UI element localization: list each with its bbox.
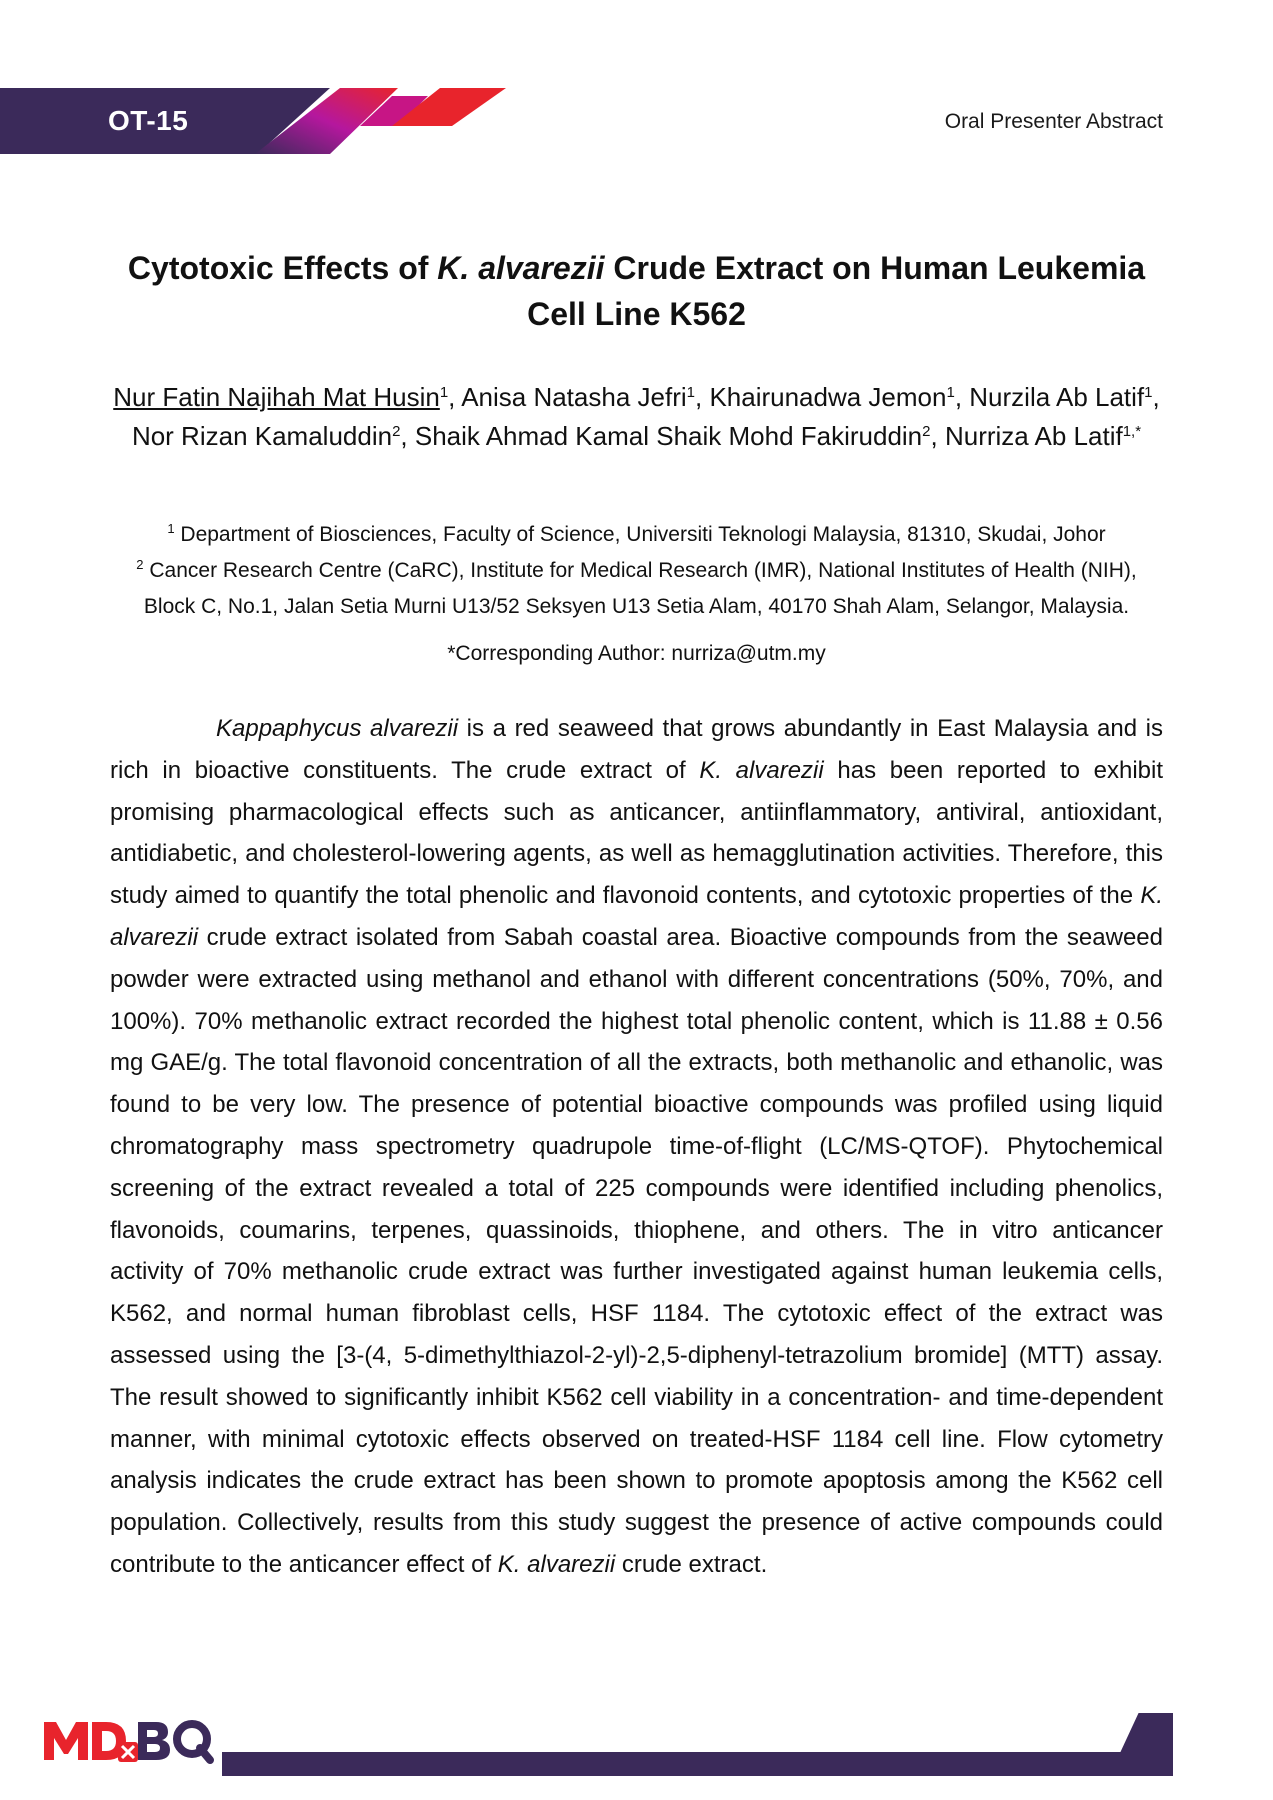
abstract-code: OT-15: [108, 105, 189, 136]
author-name: Anisa Natasha Jefri: [461, 382, 687, 412]
author-sup: 2: [392, 423, 401, 440]
species-name: K. alvarezii: [497, 1550, 616, 1578]
species-name: K. alvarezii: [110, 882, 1163, 951]
affiliation-text: Department of Biosciences, Faculty of Science, Universiti Teknologi Malaysia, 81310, Skudai, Johor: [180, 523, 1106, 546]
author-name: Nurriza Ab Latif: [944, 421, 1123, 451]
affiliation-2: [110, 553, 1163, 625]
title-line-2: Cell Line K562: [527, 296, 746, 332]
footer-wedge: [1120, 1713, 1173, 1753]
abstract-text: is a red seaweed that grows abundantly in East Malaysia and is rich in bioactive constituents. The crude extract of: [110, 715, 1163, 784]
affiliation-sup: 1: [167, 521, 175, 536]
logo-lens-handle: [200, 1748, 210, 1760]
abstract-type-label: Oral Presenter Abstract: [944, 110, 1163, 133]
abstract-text: crude extract.: [615, 1550, 768, 1578]
corresponding-author: *Corresponding Author: nurriza@utm.my: [447, 642, 826, 665]
author-sup: 1: [686, 384, 695, 401]
author-sup: 1: [1144, 384, 1153, 401]
abstract-text: has been reported to exhibit promising pharmacological effects such as anticancer, antiinflammatory, antiviral, antioxidant, antidiabetic, and cholesterol-lowering agents, as well as hemagglutination activities. Therefore, this study aimed to quantify the total phenolic and flavonoid contents, and cytotoxic properties of the: [110, 756, 1164, 910]
title-text-post: Crude Extract on Human Leukemia: [604, 250, 1146, 286]
logo-text: MDxBIO: [40, 1712, 44, 1713]
affiliation-sup: 2: [136, 557, 144, 572]
author-name: Khairunadwa Jemon: [709, 382, 947, 412]
author-sup: 1: [439, 384, 449, 401]
affiliation-1: [110, 517, 1163, 553]
title-text-pre: Cytotoxic Effects of: [127, 250, 438, 286]
species-name: K. alvarezii: [699, 756, 824, 784]
title-species: K. alvarezii: [437, 250, 605, 286]
species-name: Kappaphycus alvarezii: [216, 715, 459, 742]
abstract-text: crude extract isolated from Sabah coastal area. Bioactive compounds from the seaweed powder were extracted using methanol and ethanol with different concentrations (50%, 70%, and 100%). 70% methanolic extract recorded the highest total phenolic content, which is 11.88 ± 0.56 mg GAE/g. The total flavonoid concentration of all the extracts, both methanolic and ethanolic, was found to be very low. The presence of potential bioactive compounds was profiled using liquid chromatography mass spectrometry quadrupole time-of-flight (LC/MS-QTOF). Phytochemical screening of the extract revealed a total of 225 compounds were identified including phenolics, flavonoids, coumarins, terpenes, quassinoids, thiophene, and others. The in vitro anticancer activity of 70% methanolic crude extract was further investigated against human leukemia cells, K562, and normal human fibroblast cells, HSF 1184. The cytotoxic effect of the extract was assessed using the [3-(4, 5-dimethylthiazol-2-yl)-2,5-diphenyl-tetrazolium bromide] (MTT) assay. The result showed to significantly inhibit K562 cell viability in a concentration- and time-dependent manner, with minimal cytotoxic effects observed on treated-HSF 1184 cell line. Flow cytometry analysis indicates the crude extract has been shown to promote apoptosis among the K562 cell population. Collectively, results from this study suggest the presence of active compounds could contribute to the anticancer effect of: [110, 923, 1163, 1578]
logo-letter-b: [138, 1722, 170, 1760]
abstract-title: [110, 245, 1163, 337]
author-sup: 2: [922, 423, 931, 440]
author-name: Shaik Ahmad Kamal Shaik Mohd Fakiruddin: [414, 421, 923, 451]
author-sup: 1: [946, 384, 955, 401]
mdxbio-logo: [40, 1712, 216, 1768]
footer-bar: [222, 1752, 1173, 1776]
affiliation-text: Cancer Research Centre (CaRC), Institute for Medical Research (IMR), National Institutes of Health (NIH), Block C, No.1, Jalan Setia Murni U13/52 Seksyen U13 Setia Alam, 40170 Shah Alam, Selangor, Malaysia.: [143, 559, 1137, 618]
author-name: Nor Rizan Kamaluddin: [131, 421, 393, 451]
author-list: Nur Fatin Najihah Mat Husin$^1$, Anisa Natasha Jefri$^1$, Khairunadwa Jemon$^1$, Nurzila Ab Latif$^1$, Nor Rizan Kamaluddin$^2$, Shaik Ahmad Kamal Shaik Mohd Fakiruddin$^2$, Nurriza Ab Latif$^{1,*}$: [113, 382, 1160, 451]
affiliations: [110, 517, 1163, 625]
author-sup: 1,*: [1122, 423, 1142, 440]
logo-letter-m: [44, 1722, 88, 1760]
abstract-body: [110, 708, 1163, 1586]
author-presenter: Nur Fatin Najihah Mat Husin: [113, 382, 440, 412]
header-stripes: [0, 0, 1273, 200]
author-name: Nurzila Ab Latif: [969, 382, 1145, 412]
